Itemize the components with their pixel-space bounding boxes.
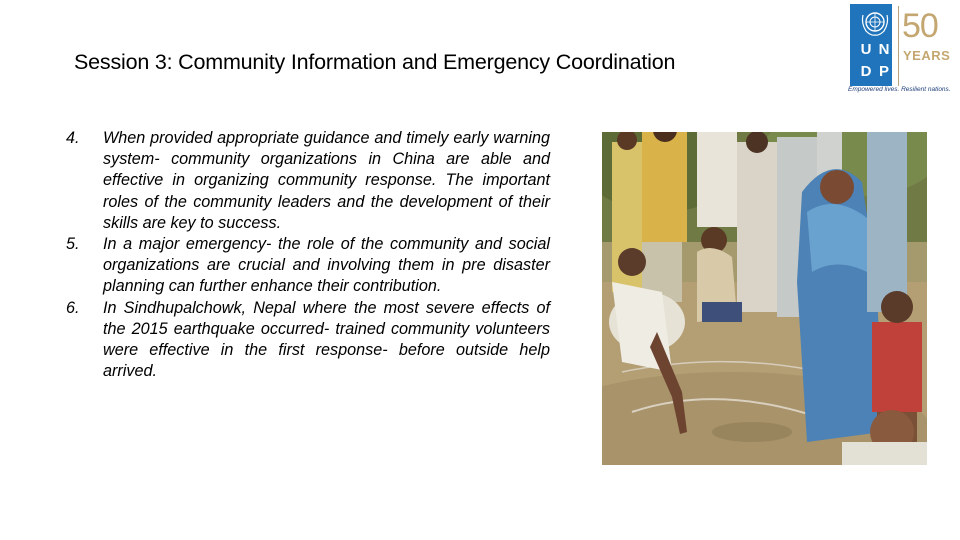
undp-logo-block	[850, 4, 892, 86]
numbered-list	[66, 128, 550, 382]
slide-title: Session 3: Community Information and Emergency Coordination	[74, 50, 676, 74]
list-number: 4.	[66, 129, 80, 147]
undp-letters	[858, 40, 892, 82]
logo-letter: P	[878, 63, 889, 80]
list-item	[66, 298, 550, 383]
logo-letter: U	[860, 41, 872, 58]
logo-tagline: Empowered lives. Resilient nations.	[848, 86, 951, 93]
list-text: When provided appropriate guidance and timely early warning system- community organizations in China are able and effective in organizing community response. The important roles of the community leaders and the development of their skills are key to success.	[103, 129, 550, 232]
un-emblem-icon	[859, 9, 891, 37]
list-number: 5.	[66, 235, 80, 254]
anniversary-word: YEARS	[903, 48, 951, 63]
list-number: 6.	[66, 298, 80, 317]
logo-divider	[898, 6, 899, 86]
list-text: In Sindhupalchowk, Nepal where the most severe effects of the 2015 earthquake occurred- trained community volunteers were effective in the first response- before outside help arrived.	[103, 298, 550, 381]
list-text: In a major emergency- the role of the community and social organizations are crucial and involving them in pre disaster planning can further enhance their contribution.	[103, 235, 550, 296]
anniversary-number: 50	[902, 7, 938, 45]
logo-letter: N	[878, 41, 890, 58]
undp-50-years-logo	[846, 4, 951, 98]
community-meeting-photo	[602, 132, 927, 465]
list-item	[66, 234, 550, 298]
list-item	[66, 128, 550, 234]
photo-illustration	[602, 132, 927, 465]
logo-letter: D	[860, 63, 872, 80]
